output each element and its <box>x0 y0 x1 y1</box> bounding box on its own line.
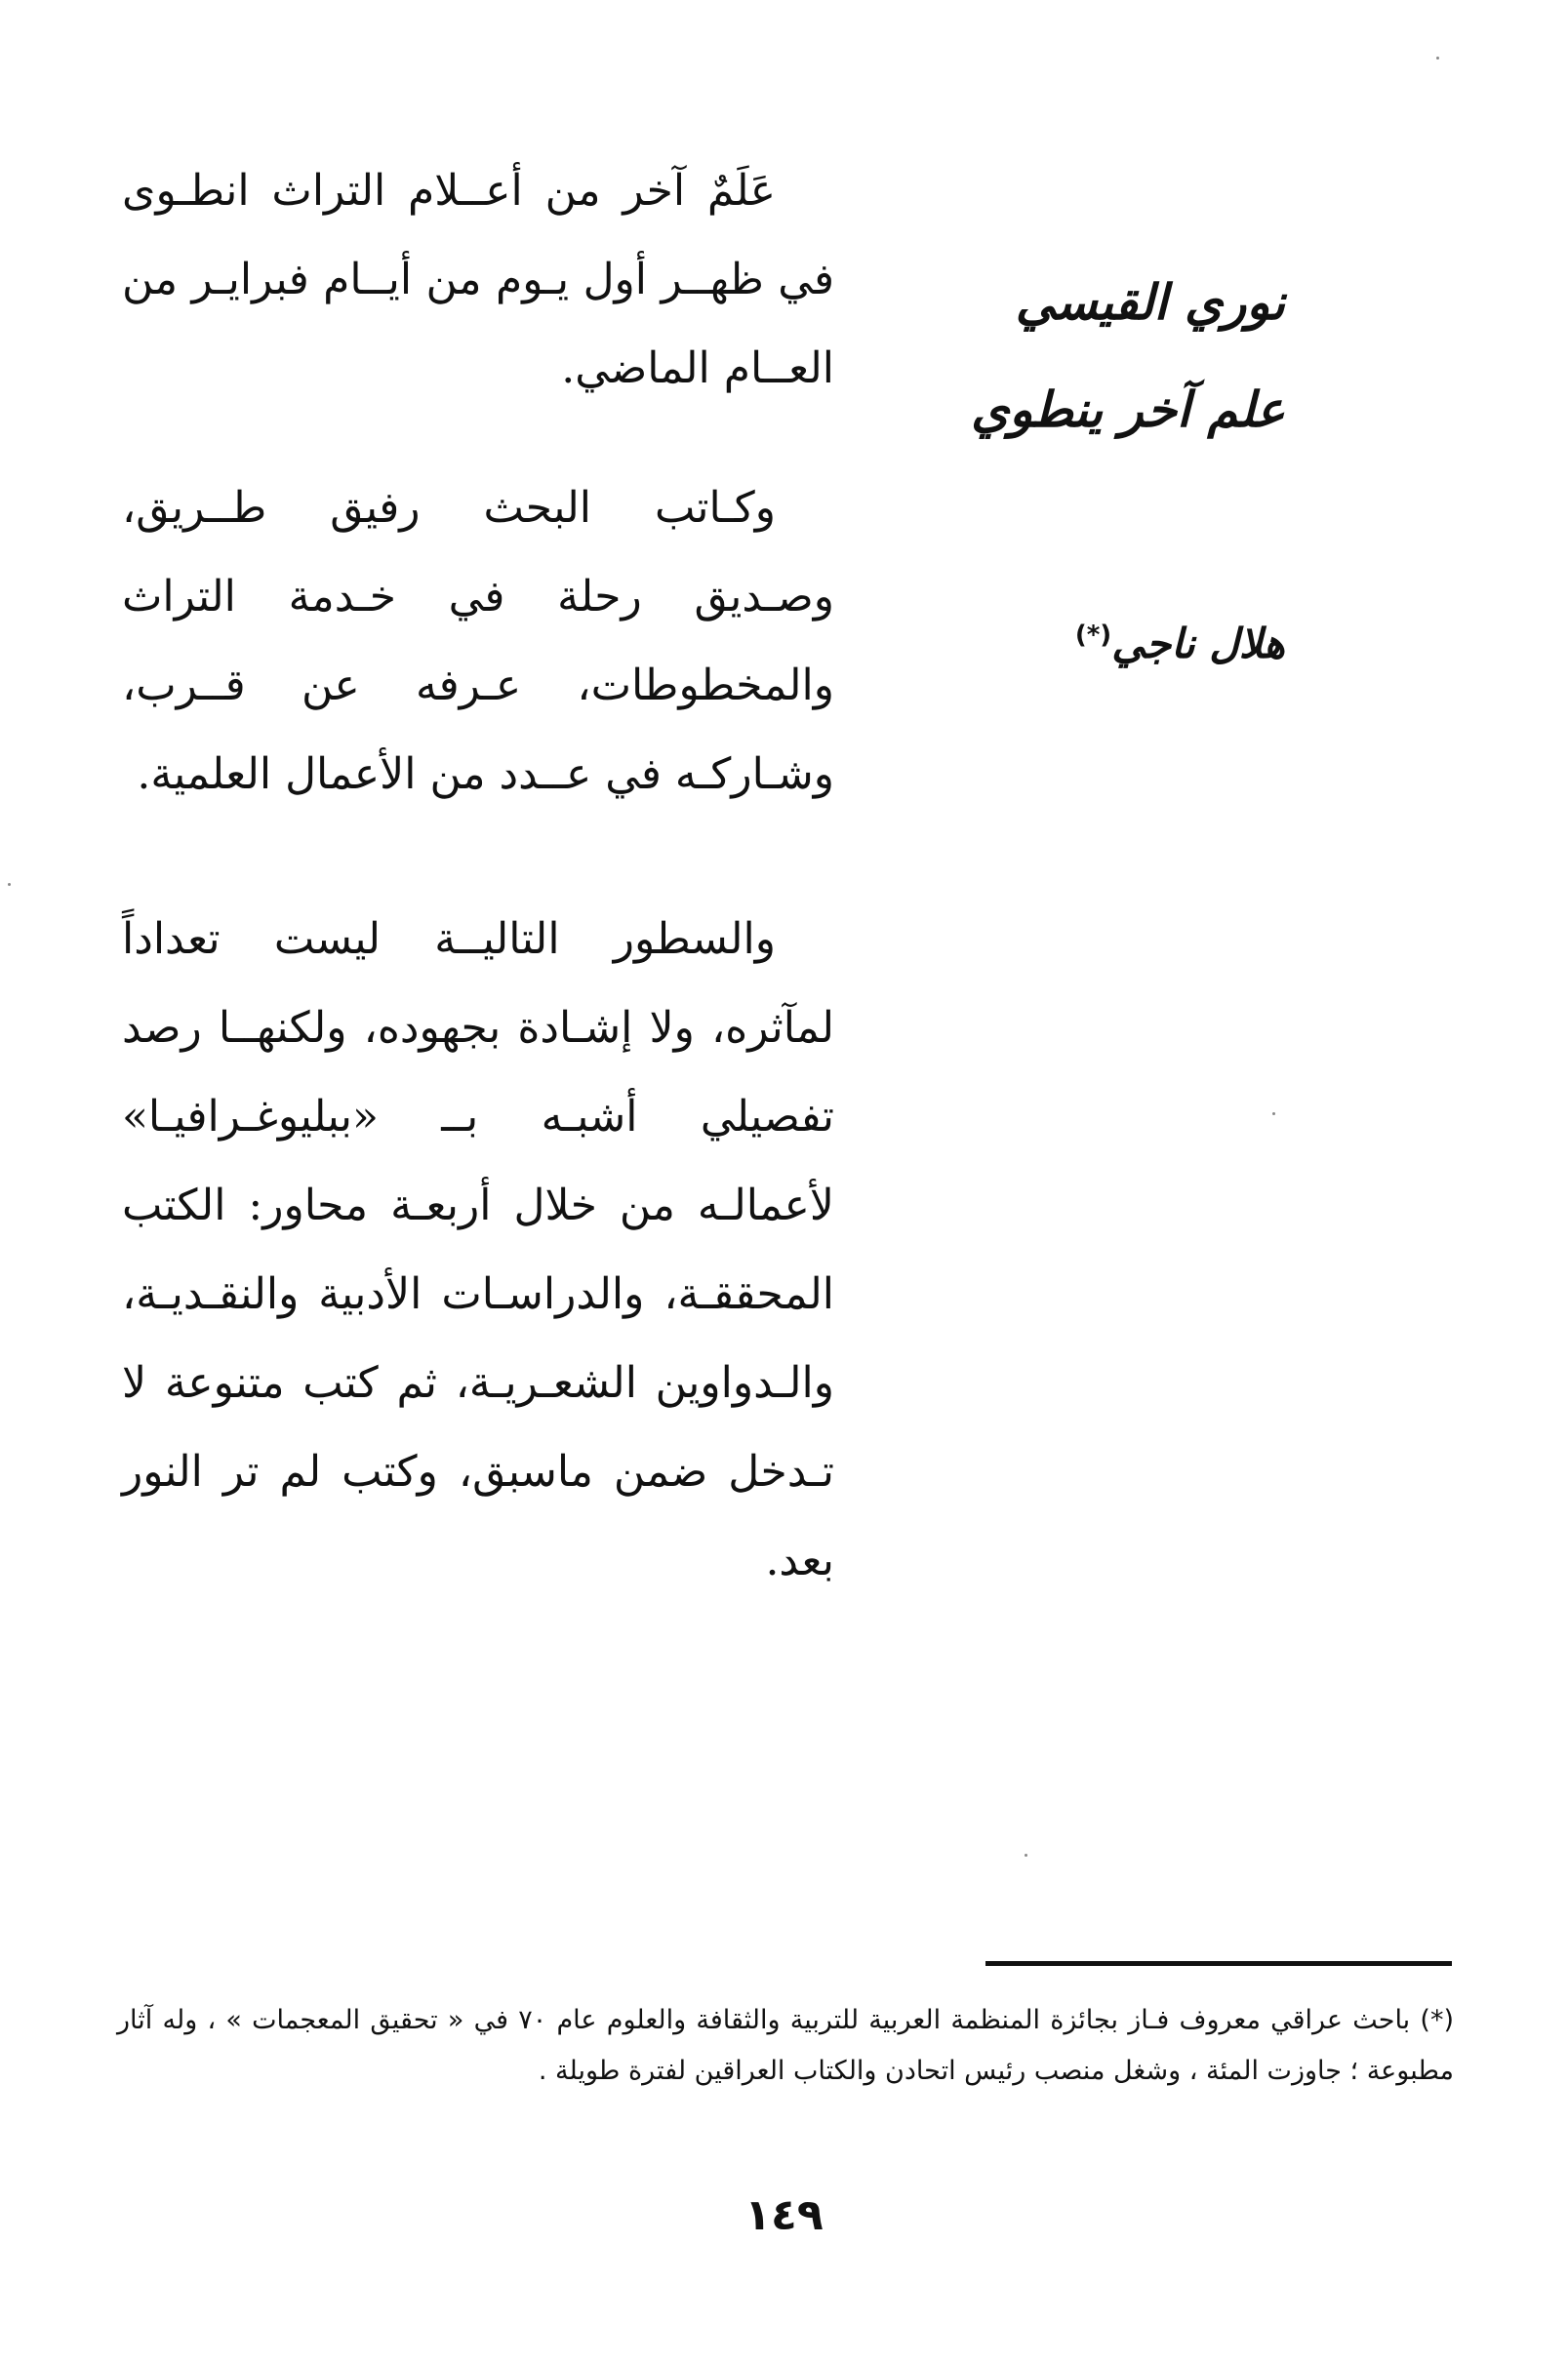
footnote-separator <box>985 1961 1452 1966</box>
article-title: نوري القيسي <box>1015 274 1285 331</box>
author-name: هلال ناجي <box>1111 620 1285 667</box>
body-paragraph-2: وكـاتب البحث رفيق طــريق، وصـديق رحلة في خـدمة التراث والمخطوطات، عـرفه عن قــرب، وشـاركـه في عــدد من الأعمال العلمية. <box>122 483 834 799</box>
article-heading <box>953 273 1285 668</box>
scan-speck <box>8 883 11 886</box>
author-footnote-marker: (*) <box>1074 621 1112 650</box>
scan-speck <box>1272 1112 1275 1115</box>
scan-speck <box>1025 1854 1027 1857</box>
article-subtitle: علم آخر ينطوي <box>971 381 1285 438</box>
footnote-text: (*) باحث عراقي معروف فـاز بجائزة المنظمة العربية للتربية والثقافة والعلوم عام ٧٠ في « تحقيق المعجمات » ، وله آثار مطبوعة ؛ جاوزت المئة ، وشغل منصب رئيس اتحادن والكتاب العراقين لفترة طويلة . <box>117 2005 1454 2086</box>
page-number: ١٤٩ <box>744 2190 824 2240</box>
footnote <box>117 1995 1454 2097</box>
article-author <box>953 620 1285 668</box>
article-body <box>122 146 834 1605</box>
body-paragraph-3: والسطور التاليــة ليست تعداداً لمآثره، ولا إشـادة بجهوده، ولكنهــا رصد تفصيلي أشبـه بــ «ببليوغـرافيـا» لأعمالـه من خلال أربعـة محاور: الكتب المحققـة، والدراسـات الأدبية والنقـديـة، والـدواوين الشعـريـة، ثم كتب متنوعة لا تـدخل ضمن ماسبق، وكتب لم تر النور بعد. <box>122 914 834 1585</box>
body-paragraph-1: عَلَمٌ آخر من أعــلام التراث انطـوى في ظهــر أول يـوم من أيــام فبرايـر من العــام الماضي. <box>122 166 834 393</box>
scan-speck <box>1436 57 1439 60</box>
